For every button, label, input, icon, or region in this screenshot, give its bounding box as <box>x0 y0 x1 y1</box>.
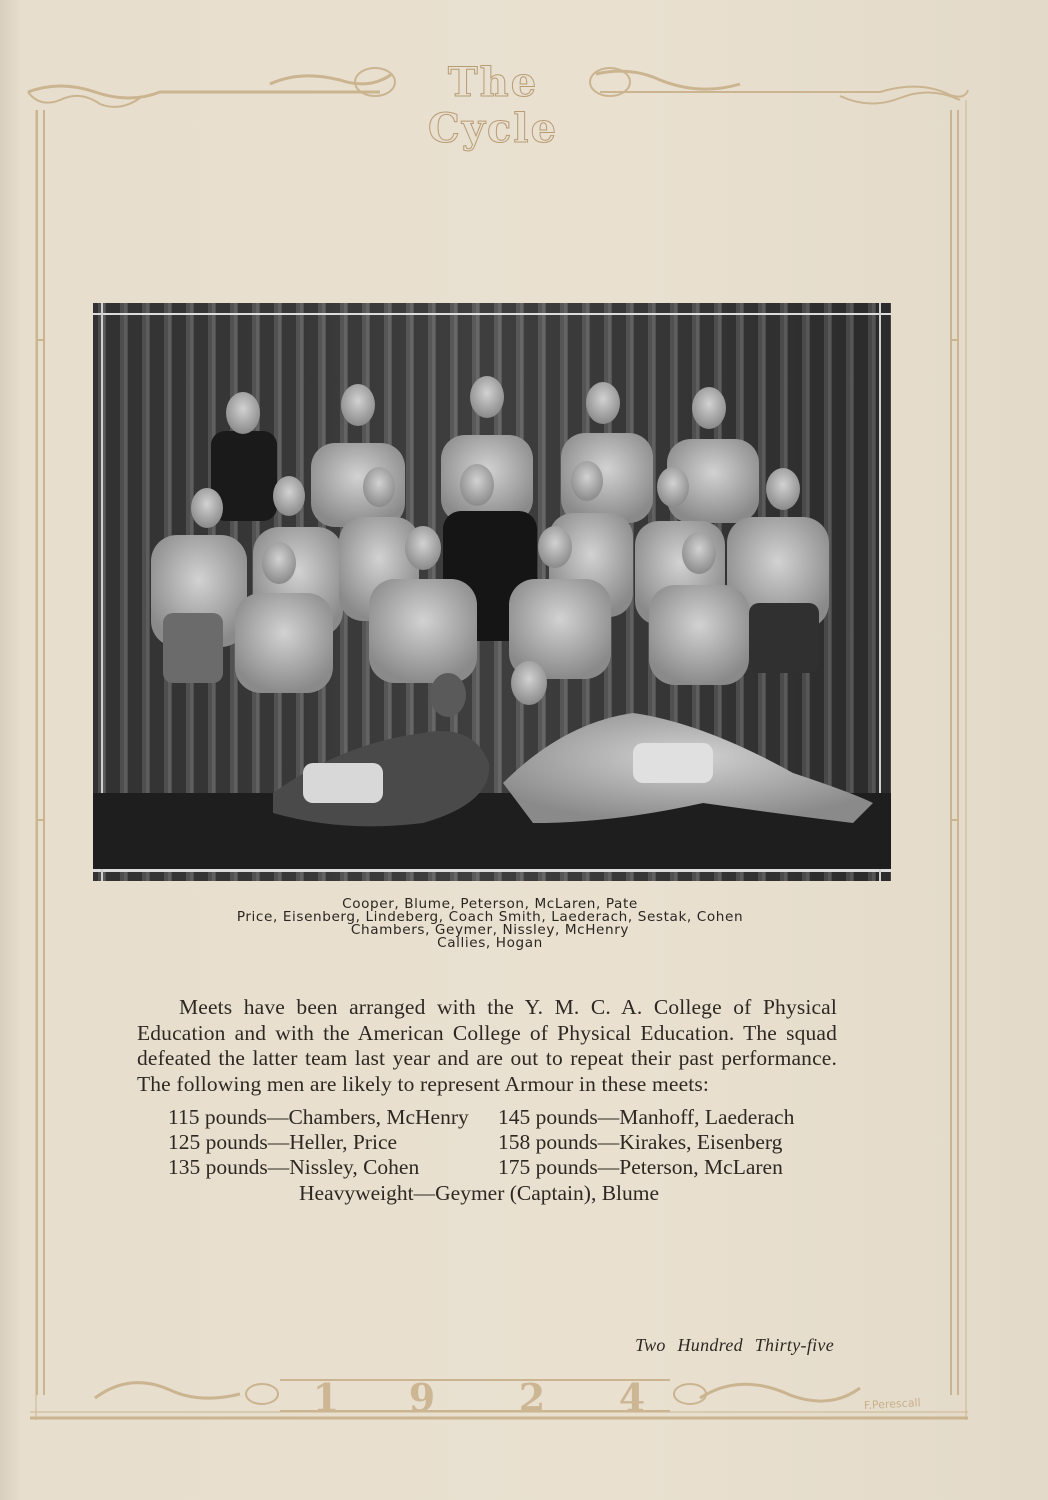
year-digit: 9 <box>408 1375 436 1420</box>
weight-row <box>168 1105 848 1130</box>
photo-caption <box>120 898 860 950</box>
body-paragraph: Meets have been arranged with the Y. M. C. A. College of Physical Education and with the American College of Physical Education. The squad defeated the latter team last year and are out to repeat their past performance. The following men are likely to represent Armour in these meets: <box>137 995 837 1096</box>
team-photograph <box>93 303 891 881</box>
heavyweight-line: Heavyweight—Geymer (Captain), Blume <box>299 1180 660 1205</box>
weight-class-right: 158 pounds—Kirakes, Eisenberg <box>498 1130 783 1155</box>
page-number: Two Hundred Thirty-five <box>635 1335 834 1355</box>
year-digit: 2 <box>518 1375 546 1420</box>
weight-class-list <box>168 1105 848 1205</box>
caption-row-1: Cooper, Blume, Peterson, McLaren, Pate <box>342 896 638 912</box>
weight-row <box>168 1130 848 1155</box>
caption-row-2: Price, Eisenberg, Lindeberg, Coach Smith, Laederach, Sestak, Cohen <box>236 909 744 925</box>
artist-signature: F.Perescall <box>863 1396 921 1413</box>
weight-class-left: 135 pounds—Nissley, Cohen <box>168 1155 420 1180</box>
weight-row <box>168 1155 848 1180</box>
yearbook-title: The Cycle <box>427 59 559 152</box>
photo-image <box>93 303 891 881</box>
year-digit: 1 <box>312 1375 340 1420</box>
caption-row-4: Callies, Hogan <box>437 935 543 951</box>
weight-class-left: 115 pounds—Chambers, McHenry <box>168 1105 469 1129</box>
year-digit: 4 <box>618 1375 646 1420</box>
weight-class-right: 145 pounds—Manhoff, Laederach <box>498 1105 795 1129</box>
weight-class-right: 175 pounds—Peterson, McLaren <box>498 1155 783 1180</box>
caption-row-3: Chambers, Geymer, Nissley, McHenry <box>350 922 630 938</box>
weight-class-left: 125 pounds—Heller, Price <box>168 1130 398 1155</box>
